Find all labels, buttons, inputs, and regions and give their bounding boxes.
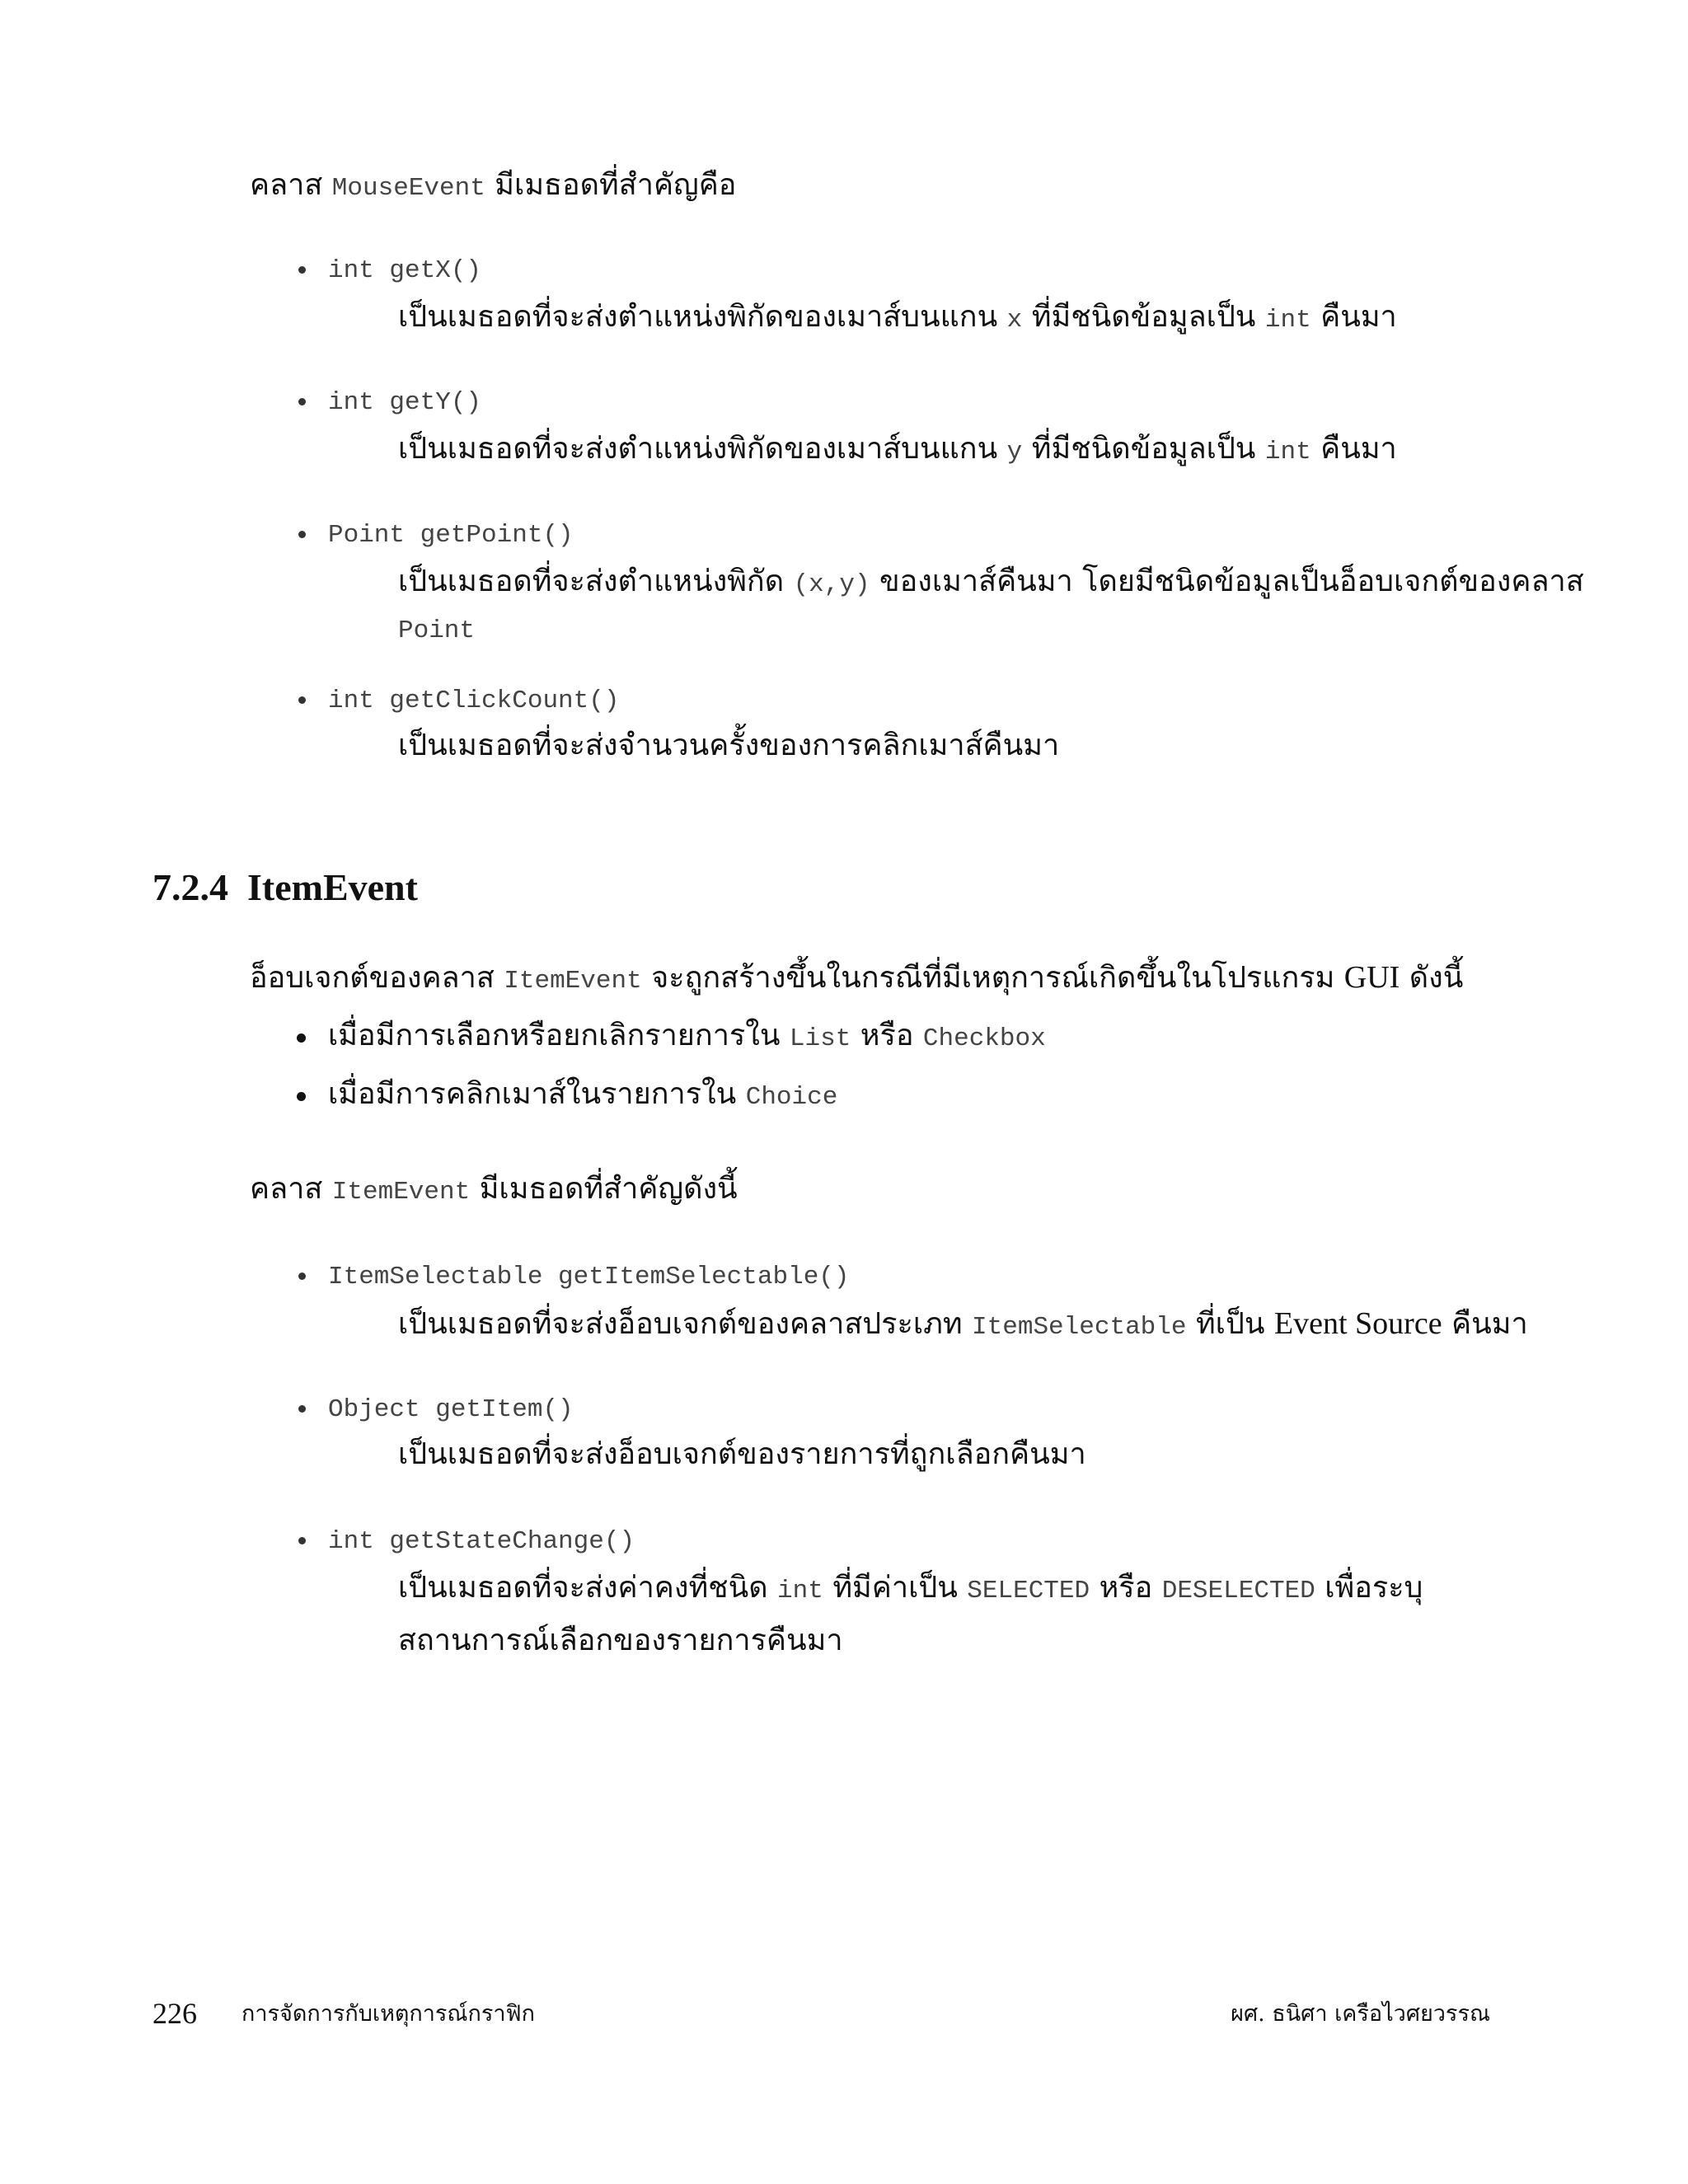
desc-text: ที่มีชนิดข้อมูลเป็น xyxy=(1031,300,1256,334)
bullet-icon xyxy=(298,1272,306,1280)
item-event-intro xyxy=(250,958,1463,1001)
bullet-icon xyxy=(298,1405,306,1413)
desc-text: เป็นเมธอดที่จะส่งตำแหน่งพิกัดของเมาส์บนแกน xyxy=(398,432,998,466)
desc-text: คืนมา xyxy=(1451,1307,1528,1341)
chapter-title: การจัดการกับเหตุการณ์กราฟิก xyxy=(241,2001,535,2027)
method-description xyxy=(398,563,1584,604)
desc-text: คืนมา xyxy=(1320,432,1397,466)
case-code: Checkbox xyxy=(922,1024,1046,1053)
method-signature: int getY() xyxy=(328,388,482,417)
intro-prefix: คลาส xyxy=(250,1172,323,1206)
desc-text: เป็นเมธอดที่จะส่งตำแหน่งพิกัดของเมาส์บนแกน xyxy=(398,300,998,334)
desc-code: ItemSelectable xyxy=(972,1313,1187,1342)
desc-code: y xyxy=(1006,438,1023,466)
intro-text: อ็อบเจกต์ของคลาส xyxy=(250,961,495,995)
case-text: เมื่อมีการเลือกหรือยกเลิกรายการใน xyxy=(328,1019,781,1052)
bullet-icon xyxy=(297,1092,306,1101)
intro-suffix: มีเมธอดที่สำคัญคือ xyxy=(495,168,737,202)
intro-gui: GUI xyxy=(1343,960,1400,995)
case-item xyxy=(328,1017,1046,1058)
method-description xyxy=(398,430,1397,471)
mouse-event-intro xyxy=(250,166,736,208)
bullet-icon xyxy=(298,1537,306,1544)
page-number: 226 xyxy=(152,1997,197,2030)
case-text: เมื่อมีการคลิกเมาส์ในรายการใน xyxy=(328,1077,737,1111)
desc-text: ที่มีค่าเป็น xyxy=(832,1571,958,1605)
case-code: Choice xyxy=(745,1083,838,1112)
desc-code: int xyxy=(1264,306,1311,335)
bullet-icon xyxy=(298,531,306,538)
desc-code: int xyxy=(777,1577,823,1605)
item-event-methods-intro xyxy=(250,1170,738,1212)
section-title: ItemEvent xyxy=(247,866,418,908)
bullet-icon xyxy=(298,398,306,405)
method-description xyxy=(398,298,1397,340)
method-signature: Point getPoint() xyxy=(328,521,574,550)
desc-text: เป็นเมธอดที่จะส่งอ็อบเจกต์ของรายการที่ถูกเลือกคืนมา xyxy=(398,1437,1086,1471)
intro-class-name: ItemEvent xyxy=(331,1178,471,1207)
desc-text: หรือ xyxy=(1099,1571,1153,1605)
case-text: หรือ xyxy=(860,1019,914,1052)
case-item xyxy=(328,1076,837,1117)
desc-code: int xyxy=(1264,438,1311,466)
desc-text: ที่เป็น xyxy=(1195,1307,1265,1341)
method-signature: ItemSelectable getItemSelectable() xyxy=(328,1263,850,1291)
method-description xyxy=(398,1305,1528,1347)
desc-code: x xyxy=(1006,306,1023,335)
intro-text: จะถูกสร้างขึ้นในกรณีที่มีเหตุการณ์เกิดขึ้นในโปรแกรม xyxy=(651,961,1335,995)
desc-latin: Event Source xyxy=(1273,1306,1442,1341)
bullet-icon xyxy=(297,1033,306,1043)
method-signature: int getX() xyxy=(328,256,482,285)
desc-code: (x,y) xyxy=(793,570,870,599)
desc-text: เป็นเมธอดที่จะส่งอ็อบเจกต์ของคลาสประเภท xyxy=(398,1307,963,1341)
method-signature: int getStateChange() xyxy=(328,1527,635,1556)
method-description-continued: สถานการณ์เลือกของรายการคืนมา xyxy=(398,1624,843,1657)
desc-text: ที่มีชนิดข้อมูลเป็น xyxy=(1031,432,1256,466)
method-signature: int getClickCount() xyxy=(328,687,620,715)
bullet-icon xyxy=(298,696,306,704)
method-description xyxy=(398,1436,1086,1474)
bullet-icon xyxy=(298,266,306,274)
intro-suffix: มีเมธอดที่สำคัญดังนี้ xyxy=(479,1172,738,1206)
desc-text: ของเมาส์คืนมา โดยมีชนิดข้อมูลเป็นอ็อบเจกต์ของคลาส xyxy=(879,565,1584,598)
desc-text: เป็นเมธอดที่จะส่งค่าคงที่ชนิด xyxy=(398,1571,768,1605)
intro-class-name: ItemEvent xyxy=(504,967,642,996)
method-signature: Object getItem() xyxy=(328,1395,574,1424)
author-name: ผศ. ธนิศา เครือไวศยวรรณ xyxy=(1231,2001,1490,2027)
desc-code: SELECTED xyxy=(967,1577,1090,1605)
method-description-continued: Point xyxy=(398,616,476,645)
case-code: List xyxy=(789,1024,851,1053)
desc-code: DESELECTED xyxy=(1161,1577,1315,1605)
desc-text: เป็นเมธอดที่จะส่งจำนวนครั้งของการคลิกเมาส์คืนมา xyxy=(398,729,1060,762)
desc-text: เพื่อระบุ xyxy=(1325,1571,1423,1605)
desc-text: เป็นเมธอดที่จะส่งตำแหน่งพิกัด xyxy=(398,565,785,598)
intro-class-name: MouseEvent xyxy=(331,174,485,203)
method-description xyxy=(398,727,1059,765)
section-number: 7.2.4 xyxy=(152,866,228,908)
intro-text: ดังนี้ xyxy=(1409,961,1464,995)
method-description xyxy=(398,1569,1423,1610)
desc-text: คืนมา xyxy=(1320,300,1397,334)
intro-prefix: คลาส xyxy=(250,168,323,202)
section-heading xyxy=(152,865,418,911)
